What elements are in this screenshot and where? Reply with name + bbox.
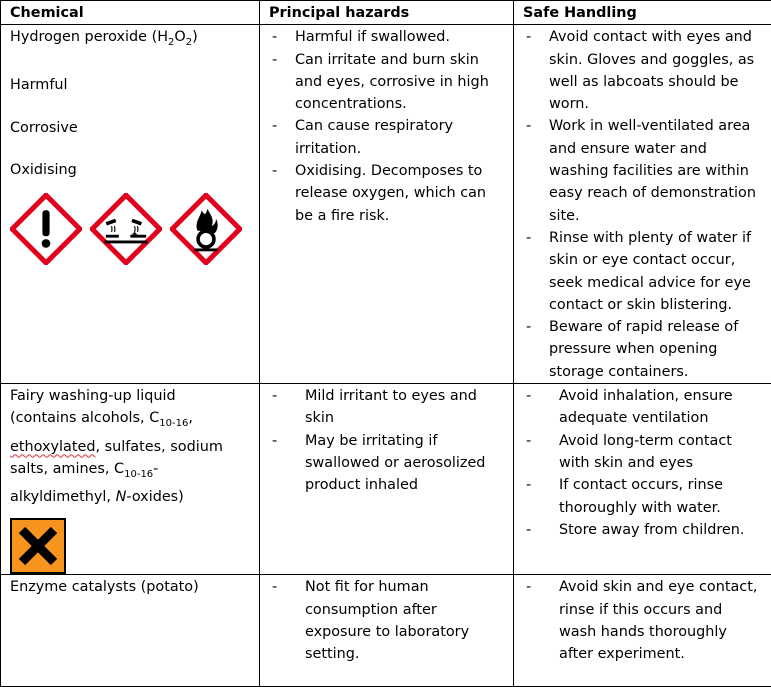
hazard-class: Oxidising [10,159,251,181]
header-chemical: Chemical [1,1,260,25]
table-row [1,575,771,687]
table-row [1,25,771,384]
harmful-x-icon [10,518,66,574]
header-row [1,1,771,25]
chemical-cell [1,25,260,384]
hazards-cell [260,25,514,384]
list-item: - Can irritate and burn skin and eyes, corrosive in high concentrations. [269,49,505,116]
list-item: - Oxidising. Decomposes to release oxygen, which can be a fire risk. [269,160,505,227]
chemical-name: Fairy washing-up liquid [10,385,251,407]
chemical-composition: salts, amines, $C_{10-16}-$ [10,458,251,486]
exclamation-mark-icon [10,193,82,265]
list-item: - Rinse with plenty of water if skin or eye contact occur, seek medical advice for eye contact or skin blistering. [523,227,763,316]
handling-cell [514,25,771,384]
list-item: - May be irritating if swallowed or aerosolized product inhaled [269,430,505,497]
hazards-list [269,26,505,227]
header-hazards: Principal hazards [260,1,514,25]
chemical-name: Enzyme catalysts (potato) [10,576,251,598]
handling-cell [514,384,771,575]
hazard-class: Corrosive [10,117,251,139]
chemical-composition: (contains alcohols, $C_{10-16}$, [10,407,251,435]
hazards-list [269,385,505,496]
handling-cell [514,575,771,687]
handling-list [523,576,763,665]
pictogram-group [10,193,251,265]
list-item: - Work in well-ventilated area and ensure water and washing facilities are within easy reach of demonstration site. [523,115,763,226]
list-item: - Store away from children. [523,519,763,541]
list-item: - If contact occurs, rinse thoroughly with water. [523,474,763,519]
hazards-list [269,576,505,665]
hazards-cell [260,384,514,575]
list-item: - Avoid skin and eye contact, rinse if this occurs and wash hands thoroughly after experiment. [523,576,763,665]
list-item: - Beware of rapid release of pressure when opening storage containers. [523,316,763,383]
chemical-cell [1,384,260,575]
chemical-composition: alkyldimethyl, N-oxides) [10,486,251,508]
chemical-name: Hydrogen peroxide $(H_2O_2)$ [10,26,251,54]
flame-over-circle-icon [170,193,242,265]
hazard-class: Harmful [10,74,251,96]
handling-list [523,26,763,383]
chemical-cell [1,575,260,687]
header-handling: Safe Handling [514,1,771,25]
list-item: - Not fit for human consumption after exposure to laboratory setting. [269,576,505,665]
hazards-cell [260,575,514,687]
list-item: - Harmful if swallowed. [269,26,505,48]
handling-list [523,385,763,541]
list-item: - Avoid inhalation, ensure adequate ventilation [523,385,763,430]
list-item: - Can cause respiratory irritation. [269,115,505,160]
table-row [1,384,771,575]
chemical-composition: ethoxylated, sulfates, sodium [10,436,251,458]
list-item: - Mild irritant to eyes and skin [269,385,505,430]
corrosion-icon [90,193,162,265]
list-item: - Avoid long-term contact with skin and eyes [523,430,763,475]
list-item: - Avoid contact with eyes and skin. Gloves and goggles, as well as labcoats should be worn. [523,26,763,115]
